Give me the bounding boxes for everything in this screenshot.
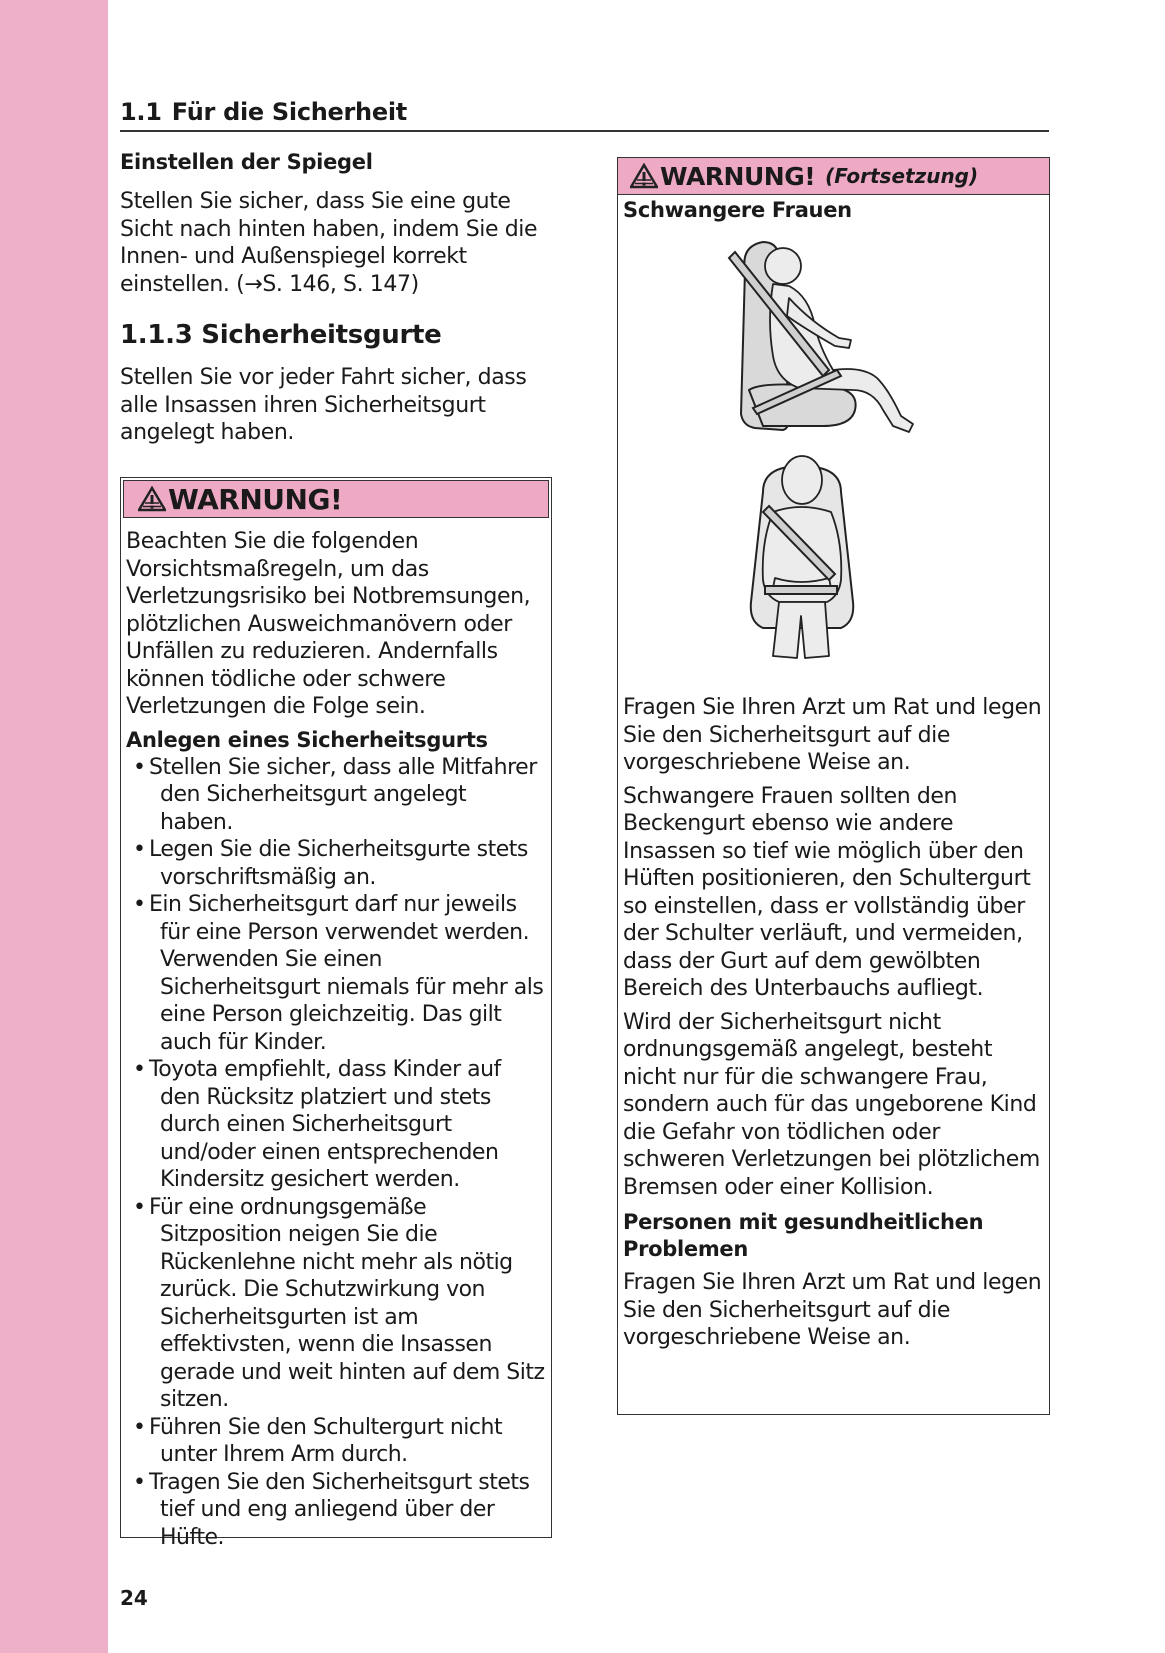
- warning-intro: Beachten Sie die folgenden Vorsichtsmaßregeln, um das Verletzungsrisiko bei Notbremsungen, plötzlichen Ausweichmanövern oder Unfällen zu reduzieren. Andernfalls können tödliche oder schwere Verletzungen die Folge sein.: [126, 529, 531, 719]
- bullet-item: • Toyota empfiehlt, dass Kinder auf den Rücksitz platziert und stets durch einen Sicherheitsgurt und/oder einen entsprechenden Kindersitz gesichert werden.: [133, 1057, 501, 1192]
- section-header: [120, 98, 1049, 132]
- warning-box-continued: [617, 157, 1050, 1415]
- bullet-item: • Für eine ordnungsgemäße Sitzposition neigen Sie die Rückenlehne nicht mehr als nötig zurück. Die Schutzwirkung von Sicherheitsgurten ist am effektivsten, wenn die Insassen gerade und weit hinten auf dem Sitz sitzen.: [133, 1194, 545, 1412]
- warning-title: WARNUNG!: [168, 482, 343, 516]
- pregnant-para-1: Fragen Sie Ihren Arzt um Rat und legen Sie den Sicherheitsgurt auf die vorgeschriebene Weise an.: [623, 695, 1042, 775]
- bullet-item: • Tragen Sie den Sicherheitsgurt stets tief und eng anliegend über der Hüfte.: [133, 1469, 530, 1550]
- mirrors-heading: Einstellen der Spiegel: [120, 150, 373, 174]
- pregnant-heading: Schwangere Frauen: [623, 198, 852, 222]
- warning-triangle-icon: [138, 486, 166, 512]
- belts-text: Stellen Sie vor jeder Fahrt sicher, dass alle Insassen ihren Sicherheitsgurt angelegt haben.: [120, 365, 527, 445]
- bullet-item: • Stellen Sie sicher, dass alle Mitfahrer den Sicherheitsgurt angelegt haben.: [133, 754, 537, 835]
- health-para: Fragen Sie Ihren Arzt um Rat und legen Sie den Sicherheitsgurt auf die vorgeschriebene Weise an.: [623, 1270, 1042, 1350]
- warning-continued-suffix: (Fortsetzung): [825, 164, 979, 188]
- warning-header: [123, 480, 549, 518]
- belts-heading: 1.1.3 Sicherheitsgurte: [120, 320, 442, 350]
- warning-triangle-icon: [630, 163, 658, 189]
- bullet-item: • Legen Sie die Sicherheitsgurte stets vorschriftsmäßig an.: [133, 837, 528, 890]
- warning-continued-title: WARNUNG!: [660, 161, 816, 191]
- bullet-item: • Ein Sicherheitsgurt darf nur jeweils für eine Person verwendet werden. Verwenden Sie einen Sicherheitsgurt niemals für mehr als eine Person gleichzeitig. Das gilt auch für Kinder.: [133, 892, 544, 1055]
- mirrors-text: Stellen Sie sicher, dass Sie eine gute Sicht nach hinten haben, indem Sie die Innen- und Außenspiegel korrekt einstellen. (→S. 146, S. 147): [120, 189, 538, 297]
- bullet-item: • Führen Sie den Schultergurt nicht unter Ihrem Arm durch.: [133, 1414, 503, 1467]
- warning-box-main: [120, 477, 552, 1550]
- health-heading: Personen mit gesundheitlichen Problemen: [623, 1210, 984, 1261]
- side-color-bar: [0, 0, 108, 1653]
- pregnant-para-3: Wird der Sicherheitsgurt nicht ordnungsgemäß angelegt, besteht nicht nur für die schwangere Frau, sondern auch für das ungeborene Kind die Gefahr von tödlichen oder schweren Verletzungen bei plötzlichem Bremsen oder einer Kollision.: [623, 1009, 1040, 1200]
- belt-fastening-heading: Anlegen eines Sicherheitsgurts: [126, 727, 488, 752]
- warning-content: [121, 518, 551, 1551]
- section-number: 1.1: [120, 98, 162, 126]
- left-column: [120, 150, 552, 447]
- pregnant-woman-side-illustration: [623, 230, 1042, 442]
- pregnant-woman-front-illustration: [623, 446, 1042, 668]
- section-title: Für die Sicherheit: [171, 98, 407, 126]
- warning-continued-content: [618, 195, 1049, 1352]
- warning-continued-header: [618, 158, 1049, 195]
- belt-bullet-list: [126, 754, 545, 1552]
- pregnant-para-2: Schwangere Frauen sollten den Beckengurt ebenso wie andere Insassen so tief wie möglich über den Hüften positionieren, den Schultergurt so einstellen, dass er vollständig über der Schulter verläuft, und vermeiden, dass der Gurt auf dem gewölbten Bereich des Unterbauchs aufliegt.: [623, 783, 1031, 1001]
- page-number: 24: [120, 1586, 148, 1610]
